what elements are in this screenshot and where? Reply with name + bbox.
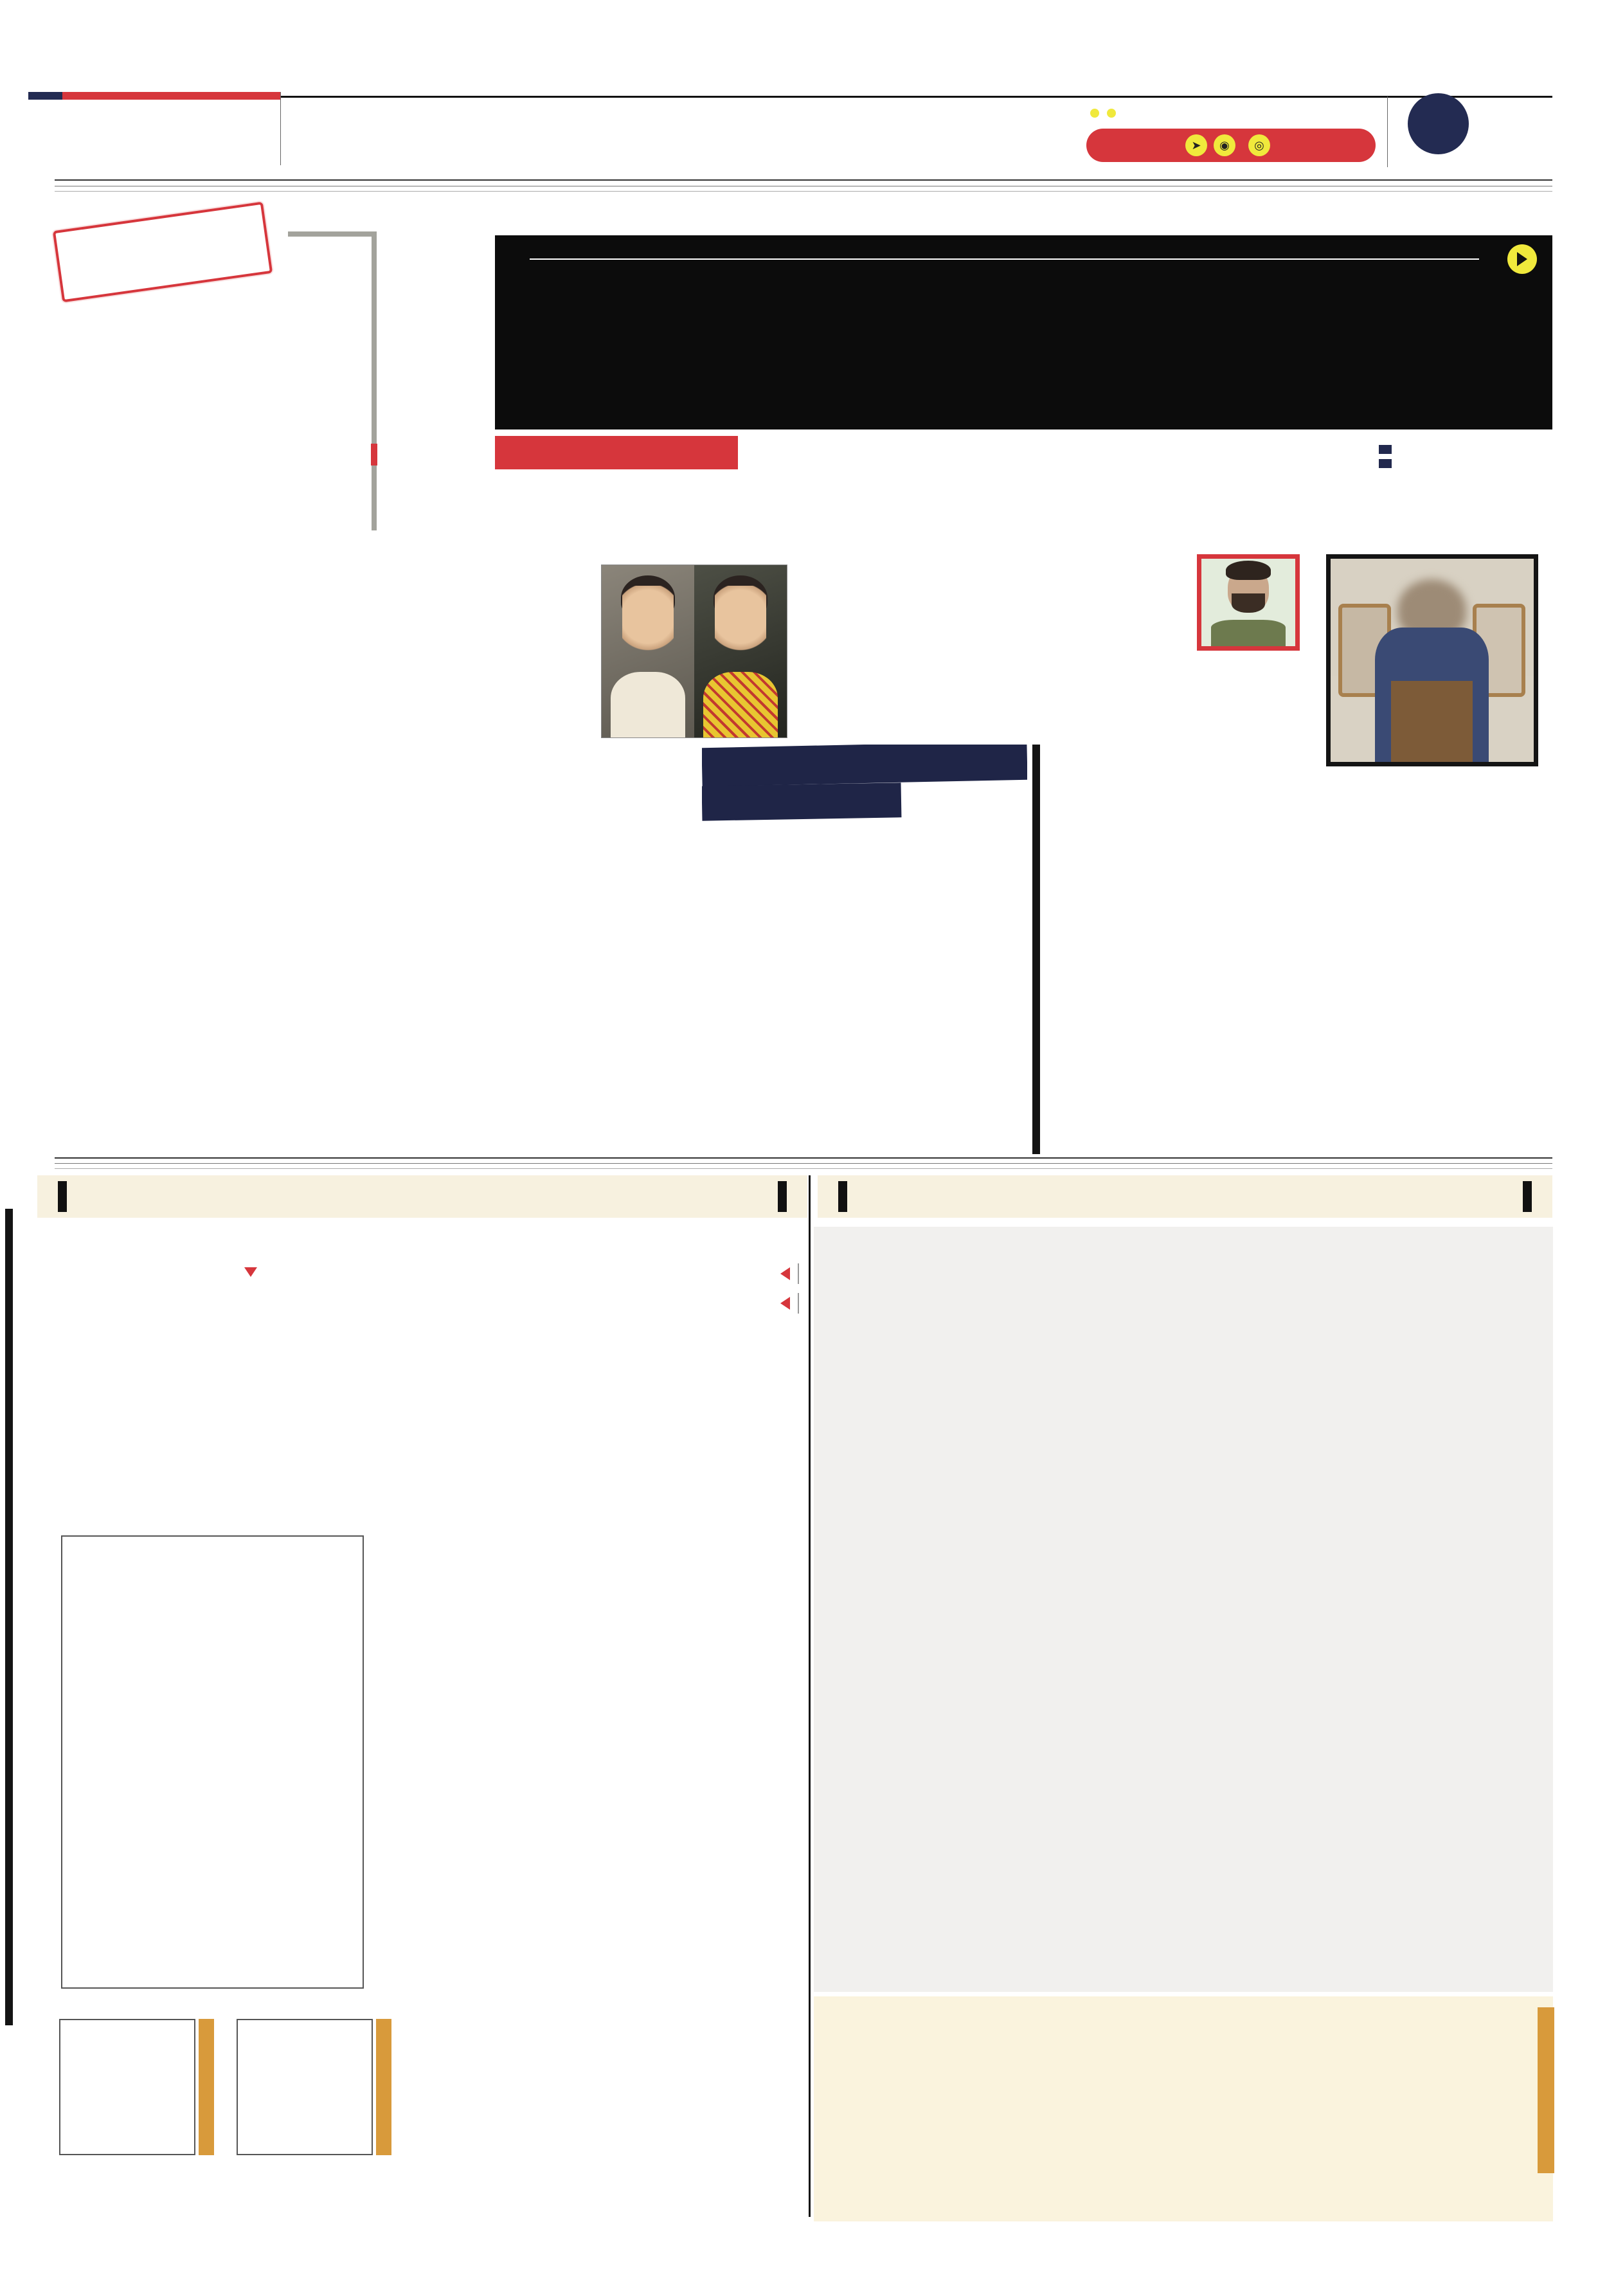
children-col-right [794,520,1086,746]
header-divider [280,92,281,165]
photo-chair-frame [1391,681,1472,762]
crossword-solution-normal [237,2019,373,2155]
officer-tag-2 [1379,459,1392,468]
suspect-photo [1326,554,1538,766]
solution-normal-label-strip [376,2019,391,2155]
special-across-block [556,1293,790,1314]
page-edge-bar [5,1209,13,2025]
officer-col-left [1048,548,1300,1154]
sudoku-header-band [818,1175,1552,1218]
officer-header [1048,445,1552,541]
officer-tag-1 [1379,445,1392,454]
officer-beard [1232,593,1266,613]
label-separator [798,1263,799,1284]
main-clue-column [556,1263,807,2276]
twitter-icon[interactable]: ◉ [1214,134,1235,156]
yellow-dot-icon [1107,109,1116,118]
officer-hair [1226,561,1271,580]
trial-body [37,418,489,743]
tick-mark [1523,1181,1532,1212]
label-separator [798,1293,799,1314]
officer-col-right [1311,548,1552,1154]
telegram-icon[interactable]: ➤ [1185,134,1207,156]
trial-court-section [37,752,370,1152]
child-face [622,586,674,655]
sauna-banner-1 [702,745,1027,786]
world-incidents-box [495,235,1552,429]
tick-mark [778,1181,787,1212]
officer-header-row [1048,445,1552,473]
separator-rule [55,1163,1552,1164]
column-divider-bar [1032,745,1040,1154]
tick-mark [58,1181,67,1212]
crossword-row-numbers [366,1535,383,1989]
right-arrow-icon [780,1297,790,1310]
louvre-header-row [510,244,1537,274]
child-face [715,586,767,655]
officer-uniform [1211,620,1286,646]
yellow-dot-icon [1090,109,1099,118]
qisas-col-right [543,751,696,1153]
qisas-col-left [376,751,530,1153]
across-title-row [556,1267,790,1280]
children-bottom [496,706,787,745]
separator-rule [55,191,1552,192]
criminal-court-stamp [53,202,273,303]
right-arrow-icon [780,1267,790,1280]
normal-across-block [556,1263,790,1284]
header-divider-2 [1387,96,1388,167]
crossword-solution-special [59,2019,195,2155]
header-rule [280,96,1552,98]
sudoku-solutions-bg [814,1996,1553,2221]
separator-rule [55,179,1552,181]
crossword-header-band [37,1175,807,1218]
separator-rule [55,1168,1552,1169]
header-meta [1086,105,1376,162]
sudoku-solution-label-strip [1538,2007,1554,2173]
down-arrow-icon [244,1267,257,1277]
separator-rule [55,1157,1552,1159]
tick-mark [838,1181,847,1212]
left-arrow-icon [1517,252,1527,266]
officer-tags [1379,445,1392,473]
sudoku-zone-bg [814,1227,1553,1992]
down-title-row [37,1267,257,1277]
header-navy-band [28,92,62,100]
across-title-row [556,1297,790,1310]
normal-puzzle-label-row [556,1263,807,1284]
instagram-icon[interactable]: ◎ [1248,134,1270,156]
headline-rule [530,258,1479,260]
crossword-grid [61,1535,364,1989]
social-media-pill[interactable] [1086,129,1376,162]
header-red-band [62,92,280,100]
sauna-banner-2 [702,782,901,820]
plus-button[interactable] [1408,93,1469,154]
corner-bracket-h [288,231,377,237]
puzzle-divider [809,1175,811,2217]
solution-special-label-strip [199,2019,214,2155]
down-clues-start-col [37,1263,257,1515]
martyr-officer-photo [1197,554,1300,651]
crossword-col-numbers [61,1516,364,1533]
special-puzzle-label-row [556,1293,807,1314]
forensic-banner [495,436,738,469]
dateline [1086,105,1376,121]
arrow-circle-icon [1507,244,1537,274]
sauna-article [702,745,1027,1154]
down-clues-col [270,1263,489,1515]
